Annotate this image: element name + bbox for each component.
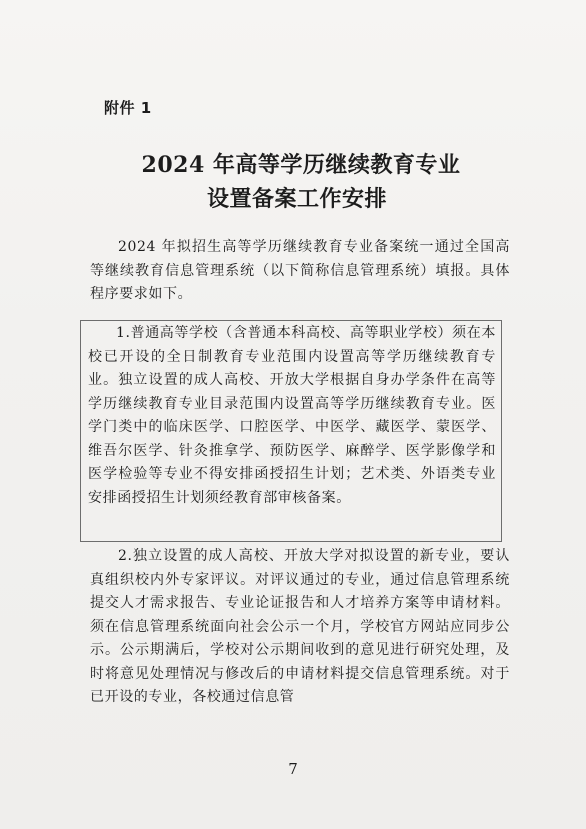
document-title-line-2: 设置备案工作安排 (206, 186, 387, 212)
item-2-paragraph: 2.独立设置的成人高校、开放大学对拟设置的新专业，要认真组织校内外专家评议。对评议通过的专业，通过信息管理系统提交人才需求报告、专业论证报告和人才培养方案等申请材料。须在信息管理系统面向社会公示一个月，学校官方网站应同步公示。公示期满后，学校对公示期间收到的意见进行研究处理，及时将意见处理情况与修改后的申请材料提交信息管理系统。对于已开设的专业，各校通过信息管 (90, 548, 510, 705)
intro-paragraph: 2024 年拟招生高等学历继续教育专业备案统一通过全国高等继续教育信息管理系统（以下简称信息管理系统）填报。具体程序要求如下。 (90, 239, 510, 302)
page-number: 7 (288, 760, 298, 778)
item-1-paragraph: 1.普通高等学校（含普通本科高校、高等职业学校）须在本校已开设的全日制教育专业范围内设置高等学历继续教育专业。独立设置的成人高校、开放大学根据自身办学条件在高等学历继续教育专业目录范围内设置高等学历继续教育专业。医学门类中的临床医学、口腔医学、中医学、藏医学、蒙医学、维吾尔医学、针灸推拿学、预防医学、麻醉学、医学影像学和医学检验等专业不得安排函授招生计划；艺术类、外语类专业安排函授招生计划须经教育部审核备案。 (88, 325, 496, 506)
document-title-line-1: 2024 年高等学历继续教育专业 (141, 152, 461, 178)
attachment-label: 附件 1 (104, 99, 152, 117)
